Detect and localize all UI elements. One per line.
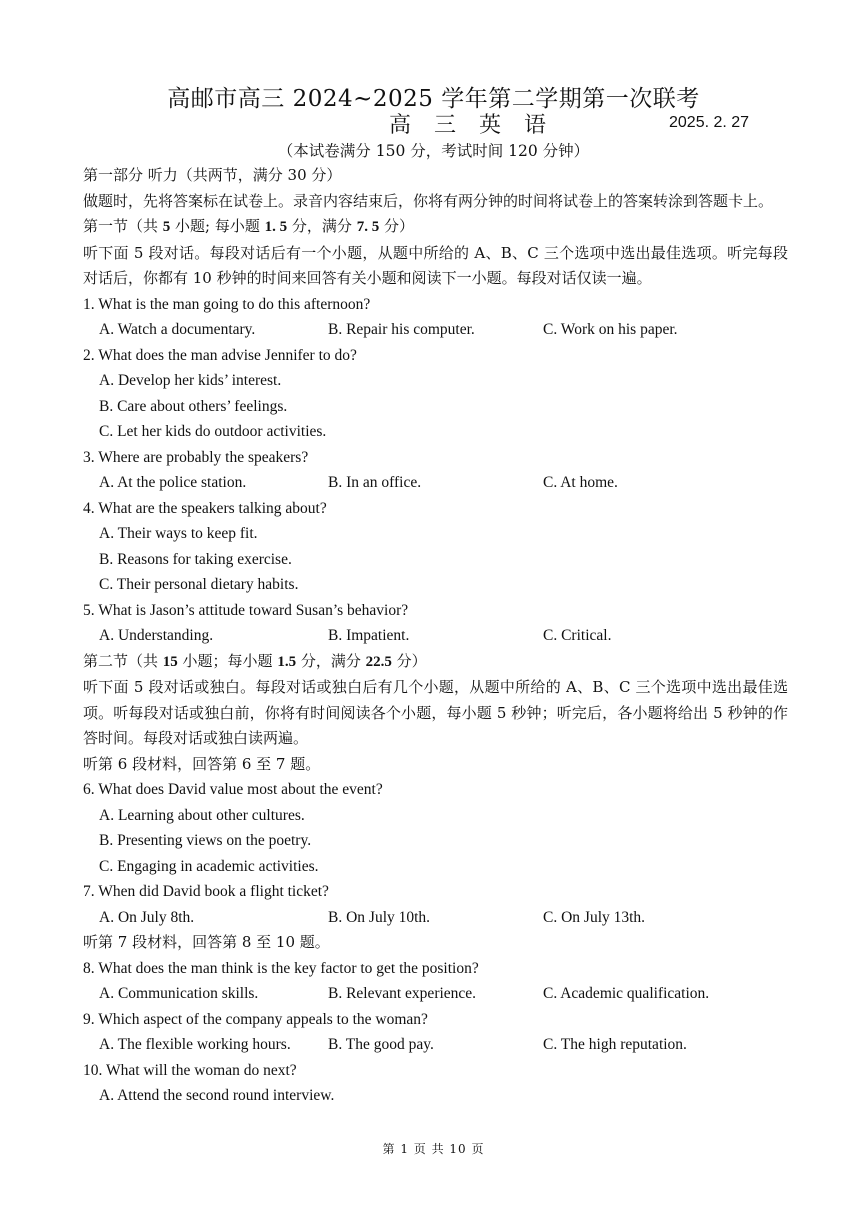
option-c: C. Engaging in academic activities.	[99, 857, 319, 875]
option-b: B. On July 10th.	[328, 908, 431, 926]
option-row	[83, 981, 788, 1007]
section1-heading: 第一节（共 5 小题; 每小题 1. 5 分，满分 7. 5 分）	[83, 217, 414, 235]
exam-title: 高邮市高三 2024~2025 学年第二学期第一次联考	[167, 86, 700, 112]
option-b: B. Reasons for taking exercise.	[99, 550, 292, 568]
option-row	[83, 623, 788, 649]
exam-body	[83, 163, 788, 1109]
option-c: C. Their personal dietary habits.	[99, 576, 299, 593]
section2-heading: 第二节（共 15 小题；每小题 1.5 分，满分 22.5 分）	[83, 651, 427, 670]
option-b: B. In an office.	[328, 474, 422, 491]
question-stem: 5. What is Jason’s attitude toward Susan’s behavior?	[83, 601, 409, 619]
option-a: A. Their ways to keep fit.	[99, 525, 258, 542]
page-number: 第 1 页 共 10 页	[382, 1142, 485, 1156]
option-row	[83, 1032, 788, 1058]
question-stem: 2. What does the man advise Jennifer to do?	[83, 346, 357, 364]
option-a: A. On July 8th.	[99, 908, 195, 926]
option-b: B. Relevant experience.	[328, 985, 477, 1002]
question-stem: 1. What is the man going to do this afternoon?	[83, 295, 371, 313]
option-row	[83, 470, 788, 496]
exam-subject: 高 三 英 语	[389, 113, 554, 138]
question-stem: 3. Where are probably the speakers?	[83, 448, 309, 466]
option-a: A. Understanding.	[99, 627, 214, 644]
option-a: A. Learning about other cultures.	[99, 806, 305, 824]
option-a: A. Develop her kids’ interest.	[99, 372, 282, 389]
question-stem: 6. What does David value most about the event?	[83, 781, 383, 798]
option-a: A. The flexible working hours.	[99, 1036, 291, 1053]
option-c: C. Let her kids do outdoor activities.	[99, 423, 327, 440]
option-a: A. Attend the second round interview.	[99, 1087, 335, 1104]
option-b: B. Impatient.	[328, 627, 410, 644]
option-b: B. Repair his computer.	[328, 321, 475, 338]
option-row	[83, 317, 788, 343]
material-note: 听第 7 段材料，回答第 8 至 10 题。	[83, 933, 330, 951]
exam-note: （本试卷满分 150 分，考试时间 120 分钟）	[277, 142, 590, 160]
question-stem: 7. When did David book a flight ticket?	[83, 883, 329, 900]
option-a: A. Communication skills.	[99, 985, 259, 1002]
option-c: C. Academic qualification.	[543, 985, 710, 1002]
option-c: C. Work on his paper.	[543, 321, 678, 338]
option-c: C. On July 13th.	[543, 908, 646, 926]
option-row	[83, 905, 788, 931]
question-stem: 10. What will the woman do next?	[83, 1061, 297, 1079]
option-c: C. Critical.	[543, 627, 612, 644]
exam-date: 2025. 2. 27	[669, 114, 750, 131]
question-stem: 8. What does the man think is the key factor to get the position?	[83, 959, 479, 977]
part1-instruction: 做题时，先将答案标在试卷上。录音内容结束后，你将有两分钟的时间将试卷上的答案转涂到答题卡上。	[83, 191, 774, 210]
option-b: B. The good pay.	[328, 1036, 434, 1053]
section1-instruction: 听下面 5 段对话。每段对话后有一个小题，从题中所给的 A、B、C 三个选项中选出最佳选项。听完每段对话后，你都有 10 秒钟的时间来回答有关小题和阅读下一小题。每段对话仅读一遍。	[83, 243, 788, 287]
option-c: C. At home.	[543, 474, 618, 491]
question-stem: 4. What are the speakers talking about?	[83, 499, 327, 517]
option-c: C. The high reputation.	[543, 1036, 687, 1053]
option-a: A. At the police station.	[99, 474, 247, 491]
section2-instruction: 听下面 5 段对话或独白。每段对话或独白后有几个小题，从题中所给的 A、B、C 三个选项中选出最佳选项。听每段对话或独白前，你将有时间阅读各个小题，每小题 5 秒钟；听完后，各小题将给出 5 秒钟的作答时间。每段对话或独白读两遍。	[83, 678, 788, 747]
material-note: 听第 6 段材料，回答第 6 至 7 题。	[83, 754, 321, 773]
option-a: A. Watch a documentary.	[99, 321, 256, 338]
option-b: B. Presenting views on the poetry.	[99, 832, 312, 849]
part1-heading: 第一部分 听力（共两节，满分 30 分）	[83, 166, 342, 184]
option-b: B. Care about others’ feelings.	[99, 397, 288, 415]
question-stem: 9. Which aspect of the company appeals to the woman?	[83, 1010, 428, 1028]
